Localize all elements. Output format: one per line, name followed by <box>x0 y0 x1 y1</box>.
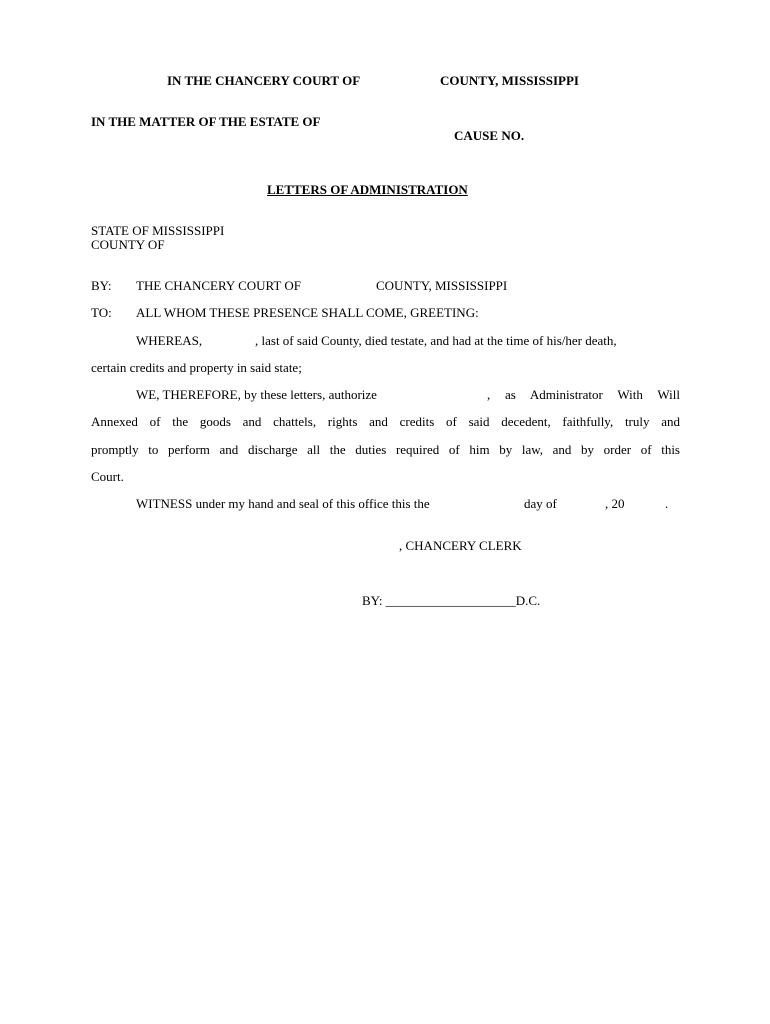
greeting-text: ALL WHOM THESE PRESENCE SHALL COME, GREETING: <box>136 305 479 320</box>
venue-county: COUNTY OF <box>91 237 165 252</box>
venue-state: STATE OF MISSISSIPPI <box>91 223 225 238</box>
court-heading-right: COUNTY, MISSISSIPPI <box>440 73 579 88</box>
court-heading-left: IN THE CHANCERY COURT OF <box>167 73 361 88</box>
authorize-rest: , as Administrator With Will <box>487 387 680 402</box>
estate-matter-heading: IN THE MATTER OF THE ESTATE OF <box>91 114 321 129</box>
by-court-text: THE CHANCERY COURT OF <box>136 278 301 293</box>
to-label: TO: <box>91 305 112 320</box>
whereas-rest: , last of said County, died testate, and had at the time of his/her death, <box>255 333 617 348</box>
by-county-text: COUNTY, MISSISSIPPI <box>376 278 508 293</box>
whereas-line-2: certain credits and property in said state; <box>91 360 302 375</box>
authorize-line-4: Court. <box>91 469 124 484</box>
cause-number-label: CAUSE NO. <box>454 128 525 143</box>
chancery-clerk-signature: , CHANCERY CLERK <box>399 538 522 553</box>
document-title: LETTERS OF ADMINISTRATION <box>267 182 468 197</box>
day-of-text: day of <box>524 496 557 511</box>
year-text: , 20 <box>605 496 625 511</box>
authorize-line-2: Annexed of the goods and chattels, rights and credits of said decedent, faithfully, truly and <box>91 414 680 429</box>
by-label: BY: <box>91 278 112 293</box>
deputy-clerk-signature-line: BY: ____________________D.C. <box>362 593 541 608</box>
witness-text: WITNESS under my hand and seal of this office this the <box>136 496 430 511</box>
authorize-start: WE, THEREFORE, by these letters, authorize <box>136 387 377 402</box>
whereas-start: WHEREAS, <box>136 333 203 348</box>
witness-period: . <box>665 496 669 511</box>
authorize-line-3: promptly to perform and discharge all the duties required of him by law, and by order of this <box>91 442 680 457</box>
